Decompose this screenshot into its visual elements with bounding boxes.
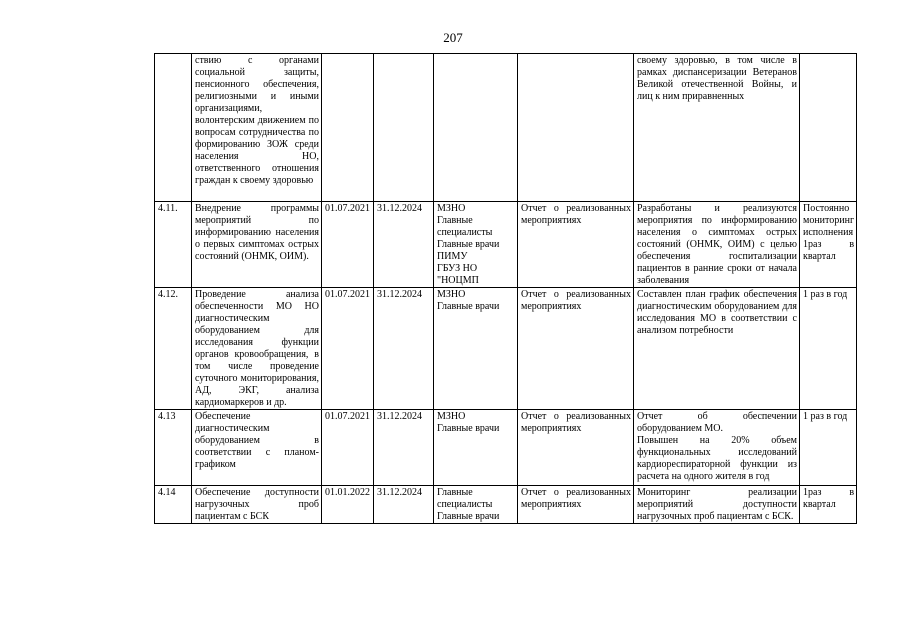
period-cell (800, 54, 857, 202)
executor-line: Главные врачи (437, 239, 500, 250)
activity-cell: Обеспечение диагностическим оборудованием в соответствии с планом-графиком (192, 410, 322, 486)
end-date-cell: 31.12.2024 (374, 202, 434, 288)
end-date-cell (374, 54, 434, 202)
executor-line: Главные врачи (437, 301, 500, 312)
period-cell: 1 раз в год (800, 288, 857, 410)
table-row (155, 54, 857, 202)
period-cell: 1 раз в год (800, 410, 857, 486)
executor-cell (434, 288, 518, 410)
indicator-cell: Отчет о реализованных мероприятиях (518, 202, 634, 288)
start-date-cell: 01.07.2021 (322, 202, 374, 288)
result-cell: Составлен план график обеспечения диагностическим оборудованием для исследования МО в соответствии с анализом потребности (634, 288, 800, 410)
result-line: Отчет об обеспечении оборудованием МО. (637, 411, 797, 434)
end-date-cell: 31.12.2024 (374, 288, 434, 410)
executor-line: МЗНО (437, 203, 466, 214)
executor-line: Главные специалисты (437, 487, 493, 510)
row-number-cell: 4.11. (155, 202, 192, 288)
result-line: Повышен на 20% объем функциональных исследований кардиореспираторной функции из расчета на одного жителя в год (637, 435, 797, 482)
executor-line: Главные врачи (437, 423, 500, 434)
table-row (155, 486, 857, 524)
activity-cell: Обеспечение доступности нагрузочных проб пациентам с БСК (192, 486, 322, 524)
start-date-cell: 01.01.2022 (322, 486, 374, 524)
activity-cell: Проведение анализа обеспеченности МО НО диагностическим оборудованием для исследования функции органов кровообращения, в том числе проведение суточного мониторирования, АД, ЭКГ, анализа кардиомаркеров и др. (192, 288, 322, 410)
executor-cell (434, 486, 518, 524)
indicator-cell: Отчет о реализованных мероприятиях (518, 486, 634, 524)
table-row (155, 410, 857, 486)
indicator-cell (518, 54, 634, 202)
executor-line: ПИМУ (437, 251, 468, 262)
end-date-cell: 31.12.2024 (374, 486, 434, 524)
row-number-cell (155, 54, 192, 202)
row-number-cell: 4.12. (155, 288, 192, 410)
start-date-cell: 01.07.2021 (322, 410, 374, 486)
executor-line: ГБУЗ НО "НОЦМП (437, 263, 479, 286)
result-cell: Мониторинг реализации мероприятий доступности нагрузочных проб пациентам с БСК. (634, 486, 800, 524)
executor-cell (434, 202, 518, 288)
indicator-cell: Отчет о реализованных мероприятиях (518, 410, 634, 486)
period-cell: 1раз в квартал (800, 486, 857, 524)
indicator-cell: Отчет о реализованных мероприятиях (518, 288, 634, 410)
executor-line: МЗНО (437, 411, 466, 422)
activity-cell: ствию с органами социальной защиты, пенсионного обеспечения, религиозными и иными организациями, волонтерским движением по вопросам сотрудничества по формированию ЗОЖ среди населения НО, ответственного отношения граждан к своему здоровью (192, 54, 322, 202)
activities-table (154, 53, 857, 524)
executor-line: Главные специалисты (437, 215, 493, 238)
executor-line: Главные врачи (437, 511, 500, 522)
period-cell: Постоянно мониторинг исполнения 1раз в квартал (800, 202, 857, 288)
table-row (155, 288, 857, 410)
start-date-cell: 01.07.2021 (322, 288, 374, 410)
table-row (155, 202, 857, 288)
row-number-cell: 4.13 (155, 410, 192, 486)
result-cell (634, 410, 800, 486)
start-date-cell (322, 54, 374, 202)
end-date-cell: 31.12.2024 (374, 410, 434, 486)
activity-cell: Внедрение программы мероприятий по информированию населения о первых симптомах острых состояний (ОНМК, ОИМ). (192, 202, 322, 288)
page-number: 207 (443, 30, 463, 45)
row-number-cell: 4.14 (155, 486, 192, 524)
executor-cell (434, 410, 518, 486)
executor-line: МЗНО (437, 289, 466, 300)
result-cell: своему здоровью, в том числе в рамках диспансеризации Ветеранов Великой отечественной Войны, и лиц к ним приравненных (634, 54, 800, 202)
result-cell: Разработаны и реализуются мероприятия по информированию населения о симптомах острых состояний (ОНМК, ОИМ) с целью обеспечения госпитализации пациентов в ранние сроки от начала заболевания (634, 202, 800, 288)
executor-cell (434, 54, 518, 202)
